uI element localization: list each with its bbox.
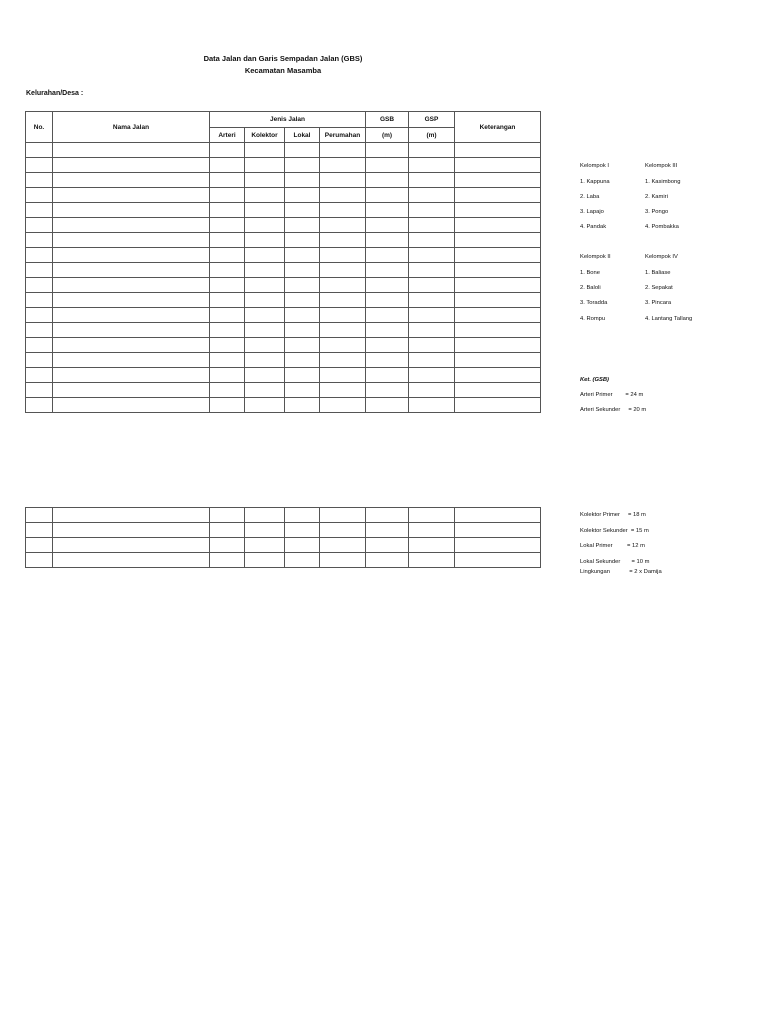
kelompok-3-title: Kelompok III <box>645 163 678 169</box>
table-cell <box>26 553 53 568</box>
table-cell <box>366 233 409 248</box>
table-cell <box>366 293 409 308</box>
kelompok-item: 2. Kamiri <box>645 194 668 200</box>
table-cell <box>455 323 541 338</box>
table-cell <box>26 538 53 553</box>
ket-line: Kolektor Sekunder = 15 m <box>580 528 649 534</box>
table-cell <box>210 383 245 398</box>
table-cell <box>53 188 210 203</box>
table-cell <box>245 278 285 293</box>
table-row <box>26 553 541 568</box>
table-cell <box>285 368 320 383</box>
table-cell <box>320 173 366 188</box>
kelompok-2-title: Kelompok II <box>580 254 611 260</box>
table-cell <box>210 338 245 353</box>
table-cell <box>53 263 210 278</box>
table-cell <box>366 353 409 368</box>
table-row <box>26 523 541 538</box>
table-cell <box>320 218 366 233</box>
table-cell <box>409 353 455 368</box>
table-cell <box>285 203 320 218</box>
table-cell <box>366 538 409 553</box>
table-cell <box>53 143 210 158</box>
table-cell <box>53 323 210 338</box>
table-row <box>26 538 541 553</box>
table-cell <box>455 173 541 188</box>
table-cell <box>409 293 455 308</box>
table-cell <box>285 398 320 413</box>
table-cell <box>210 308 245 323</box>
table-cell <box>409 383 455 398</box>
table-cell <box>53 203 210 218</box>
ket-gsb-title: Ket. (GSB) <box>580 377 609 383</box>
table-cell <box>210 368 245 383</box>
table-cell <box>245 353 285 368</box>
table-cell <box>409 158 455 173</box>
header-gsb: GSB <box>366 112 409 128</box>
kelompok-item: 2. Laba <box>580 194 600 200</box>
table-cell <box>320 553 366 568</box>
table-cell <box>455 143 541 158</box>
table-cell <box>210 398 245 413</box>
table-cell <box>320 248 366 263</box>
table-cell <box>409 203 455 218</box>
table-cell <box>455 188 541 203</box>
table-cell <box>245 368 285 383</box>
table-cell <box>210 203 245 218</box>
table-row <box>26 338 541 353</box>
kelompok-item: 3. Toradda <box>580 300 608 306</box>
table-cell <box>245 248 285 263</box>
table-cell <box>26 203 53 218</box>
table-cell <box>26 323 53 338</box>
table-cell <box>53 248 210 263</box>
table-cell <box>285 538 320 553</box>
header-gsb-unit: (m) <box>366 128 409 143</box>
table-cell <box>409 538 455 553</box>
table-cell <box>320 353 366 368</box>
ket-line: Lokal Sekunder = 10 m <box>580 559 650 565</box>
table-cell <box>409 308 455 323</box>
table-cell <box>53 293 210 308</box>
table-cell <box>26 383 53 398</box>
table-cell <box>210 143 245 158</box>
header-gsp-unit: (m) <box>409 128 455 143</box>
kelompok-item: 4. Lantang Tallang <box>645 316 693 322</box>
table-cell <box>210 538 245 553</box>
table-cell <box>320 158 366 173</box>
kelompok-item: 3. Lapajo <box>580 209 604 215</box>
table-cell <box>285 263 320 278</box>
table-row <box>26 308 541 323</box>
kelompok-item: 4. Rompu <box>580 316 606 322</box>
table-cell <box>320 278 366 293</box>
kelompok-item: 1. Baliase <box>645 270 671 276</box>
table-cell <box>26 368 53 383</box>
table-cell <box>245 203 285 218</box>
table-cell <box>245 143 285 158</box>
table-cell <box>409 248 455 263</box>
table-cell <box>26 508 53 523</box>
document-title: Data Jalan dan Garis Sempadan Jalan (GBS) <box>203 54 363 63</box>
table-cell <box>366 398 409 413</box>
table-cell <box>53 233 210 248</box>
ket-line: Arteri Primer = 24 m <box>580 392 644 398</box>
table-cell <box>26 233 53 248</box>
table-row <box>26 218 541 233</box>
table-cell <box>26 398 53 413</box>
table-cell <box>320 143 366 158</box>
document-subtitle: Kecamatan Masamba <box>244 66 322 75</box>
ket-line: Arteri Sekunder = 20 m <box>580 407 647 413</box>
table-cell <box>366 173 409 188</box>
table-row <box>26 203 541 218</box>
table-cell <box>409 263 455 278</box>
kelompok-4-title: Kelompok IV <box>645 254 678 260</box>
table-cell <box>455 553 541 568</box>
table-cell <box>245 523 285 538</box>
kelompok-item: 3. Pongo <box>645 209 669 215</box>
table-cell <box>53 278 210 293</box>
table-cell <box>210 353 245 368</box>
table-cell <box>285 508 320 523</box>
table-cell <box>210 188 245 203</box>
table-cell <box>455 263 541 278</box>
kelompok-item: 1. Bone <box>580 270 600 276</box>
table-cell <box>320 523 366 538</box>
table-cell <box>210 523 245 538</box>
table-cell <box>455 538 541 553</box>
table-cell <box>210 293 245 308</box>
table-cell <box>285 278 320 293</box>
table-cell <box>26 523 53 538</box>
table-row <box>26 508 541 523</box>
table-cell <box>285 383 320 398</box>
table-cell <box>366 278 409 293</box>
table-cell <box>245 553 285 568</box>
table-cell <box>26 158 53 173</box>
table-cell <box>455 248 541 263</box>
table-cell <box>285 143 320 158</box>
kelompok-item: 4. Pandak <box>580 224 607 230</box>
table-cell <box>53 158 210 173</box>
table-cell <box>26 278 53 293</box>
table-cell <box>210 508 245 523</box>
table-cell <box>285 188 320 203</box>
table-cell <box>409 233 455 248</box>
table-cell <box>245 383 285 398</box>
table-cell <box>26 338 53 353</box>
table-row <box>26 353 541 368</box>
table-cell <box>245 173 285 188</box>
table-cell <box>53 308 210 323</box>
table-cell <box>366 508 409 523</box>
table-cell <box>455 523 541 538</box>
table-cell <box>320 368 366 383</box>
table-cell <box>455 233 541 248</box>
table-cell <box>285 553 320 568</box>
table-cell <box>320 263 366 278</box>
table-cell <box>320 323 366 338</box>
ket-line: Kolektor Primer = 18 m <box>580 512 646 518</box>
table-body <box>26 143 541 413</box>
table-cell <box>245 508 285 523</box>
header-gsp: GSP <box>409 112 455 128</box>
table-cell <box>455 308 541 323</box>
table-cell <box>53 508 210 523</box>
table-cell <box>53 368 210 383</box>
table-row <box>26 248 541 263</box>
table-cell <box>285 158 320 173</box>
table-cell <box>26 248 53 263</box>
table-cell <box>455 368 541 383</box>
table-cell <box>366 218 409 233</box>
table-cell <box>455 278 541 293</box>
table-cell <box>26 263 53 278</box>
table-cell <box>245 188 285 203</box>
table-cell <box>455 203 541 218</box>
table-row <box>26 278 541 293</box>
table-cell <box>245 293 285 308</box>
table-cell <box>210 158 245 173</box>
table-cell <box>455 508 541 523</box>
table-row <box>26 233 541 248</box>
table-cell <box>455 353 541 368</box>
table-cell <box>210 218 245 233</box>
table-cell <box>320 293 366 308</box>
table-cell <box>455 383 541 398</box>
table-cell <box>409 368 455 383</box>
table-cell <box>26 143 53 158</box>
table-cell <box>409 278 455 293</box>
table-cell <box>409 398 455 413</box>
header-no: No. <box>26 112 53 143</box>
table-cell <box>53 383 210 398</box>
table-row <box>26 263 541 278</box>
table-cell <box>285 323 320 338</box>
table-cell <box>26 353 53 368</box>
table-cell <box>210 323 245 338</box>
table-cell <box>455 218 541 233</box>
header-kolektor: Kolektor <box>245 128 285 143</box>
table-cell <box>245 323 285 338</box>
table-cell <box>245 233 285 248</box>
table-cell <box>366 188 409 203</box>
table-cell <box>320 203 366 218</box>
table-cell <box>320 338 366 353</box>
table-cell <box>455 293 541 308</box>
table-cell <box>285 523 320 538</box>
table-cell <box>409 188 455 203</box>
table-row <box>26 293 541 308</box>
table-row <box>26 368 541 383</box>
table-cell <box>285 218 320 233</box>
table-cell <box>26 218 53 233</box>
table-row <box>26 188 541 203</box>
table-row <box>26 323 541 338</box>
table-cell <box>245 338 285 353</box>
table-cell <box>245 308 285 323</box>
table-cell <box>285 293 320 308</box>
table-row <box>26 143 541 158</box>
table-cell <box>210 553 245 568</box>
table-cell <box>245 218 285 233</box>
road-data-table <box>25 111 541 413</box>
table-cell <box>245 538 285 553</box>
table-cell <box>366 248 409 263</box>
table-cell <box>409 143 455 158</box>
table-cell <box>455 338 541 353</box>
table-cell <box>320 383 366 398</box>
table-cell <box>366 368 409 383</box>
kelompok-1-title: Kelompok I <box>580 163 609 169</box>
header-nama-jalan: Nama Jalan <box>53 112 210 143</box>
table-cell <box>245 263 285 278</box>
table-cell <box>26 173 53 188</box>
table-cell <box>210 173 245 188</box>
table-cell <box>26 188 53 203</box>
header-jenis-jalan: Jenis Jalan <box>210 112 366 128</box>
table-cell <box>455 398 541 413</box>
table-cell <box>320 188 366 203</box>
ket-line: Lingkungan = 2 x Damija <box>580 569 662 575</box>
table-cell <box>366 383 409 398</box>
table-cell <box>409 323 455 338</box>
table-cell <box>53 338 210 353</box>
table-cell <box>210 278 245 293</box>
table-cell <box>366 338 409 353</box>
kelompok-item: 4. Pombakka <box>645 224 679 230</box>
table-cell <box>320 233 366 248</box>
table-cell <box>26 293 53 308</box>
table-row <box>26 383 541 398</box>
header-keterangan: Keterangan <box>455 112 541 143</box>
header-perumahan: Perumahan <box>320 128 366 143</box>
header-arteri: Arteri <box>210 128 245 143</box>
header-lokal: Lokal <box>285 128 320 143</box>
table-body-continued <box>26 508 541 568</box>
table-cell <box>366 203 409 218</box>
table-cell <box>245 398 285 413</box>
table-cell <box>210 248 245 263</box>
table-cell <box>53 173 210 188</box>
table-cell <box>366 263 409 278</box>
table-cell <box>409 338 455 353</box>
table-cell <box>320 308 366 323</box>
table-cell <box>53 523 210 538</box>
table-cell <box>409 173 455 188</box>
table-cell <box>409 523 455 538</box>
road-data-table-continued <box>25 507 541 568</box>
kelompok-item: 3. Pincara <box>645 300 672 306</box>
table-cell <box>210 233 245 248</box>
desa-label: Kelurahan/Desa : <box>26 90 84 97</box>
table-cell <box>285 233 320 248</box>
table-cell <box>366 143 409 158</box>
table-row <box>26 173 541 188</box>
kelompok-item: 2. Baloli <box>580 285 601 291</box>
kelompok-item: 2. Sepakat <box>645 285 673 291</box>
table-row <box>26 398 541 413</box>
table-cell <box>366 323 409 338</box>
table-cell <box>285 173 320 188</box>
table-row <box>26 158 541 173</box>
table-cell <box>320 398 366 413</box>
table-cell <box>245 158 285 173</box>
table-cell <box>53 538 210 553</box>
kelompok-item: 1. Kasimbong <box>645 179 681 185</box>
kelompok-item: 1. Kappuna <box>580 179 610 185</box>
table-cell <box>285 353 320 368</box>
table-cell <box>26 308 53 323</box>
table-cell <box>366 308 409 323</box>
table-cell <box>53 553 210 568</box>
table-cell <box>366 523 409 538</box>
table-cell <box>409 508 455 523</box>
table-cell <box>53 218 210 233</box>
table-cell <box>409 553 455 568</box>
table-cell <box>285 248 320 263</box>
table-cell <box>409 218 455 233</box>
table-cell <box>285 338 320 353</box>
table-cell <box>320 508 366 523</box>
table-cell <box>53 398 210 413</box>
table-cell <box>366 158 409 173</box>
table-cell <box>455 158 541 173</box>
table-cell <box>285 308 320 323</box>
ket-line: Lokal Primer = 12 m <box>580 543 645 549</box>
table-cell <box>366 553 409 568</box>
table-cell <box>53 353 210 368</box>
table-cell <box>210 263 245 278</box>
table-cell <box>320 538 366 553</box>
